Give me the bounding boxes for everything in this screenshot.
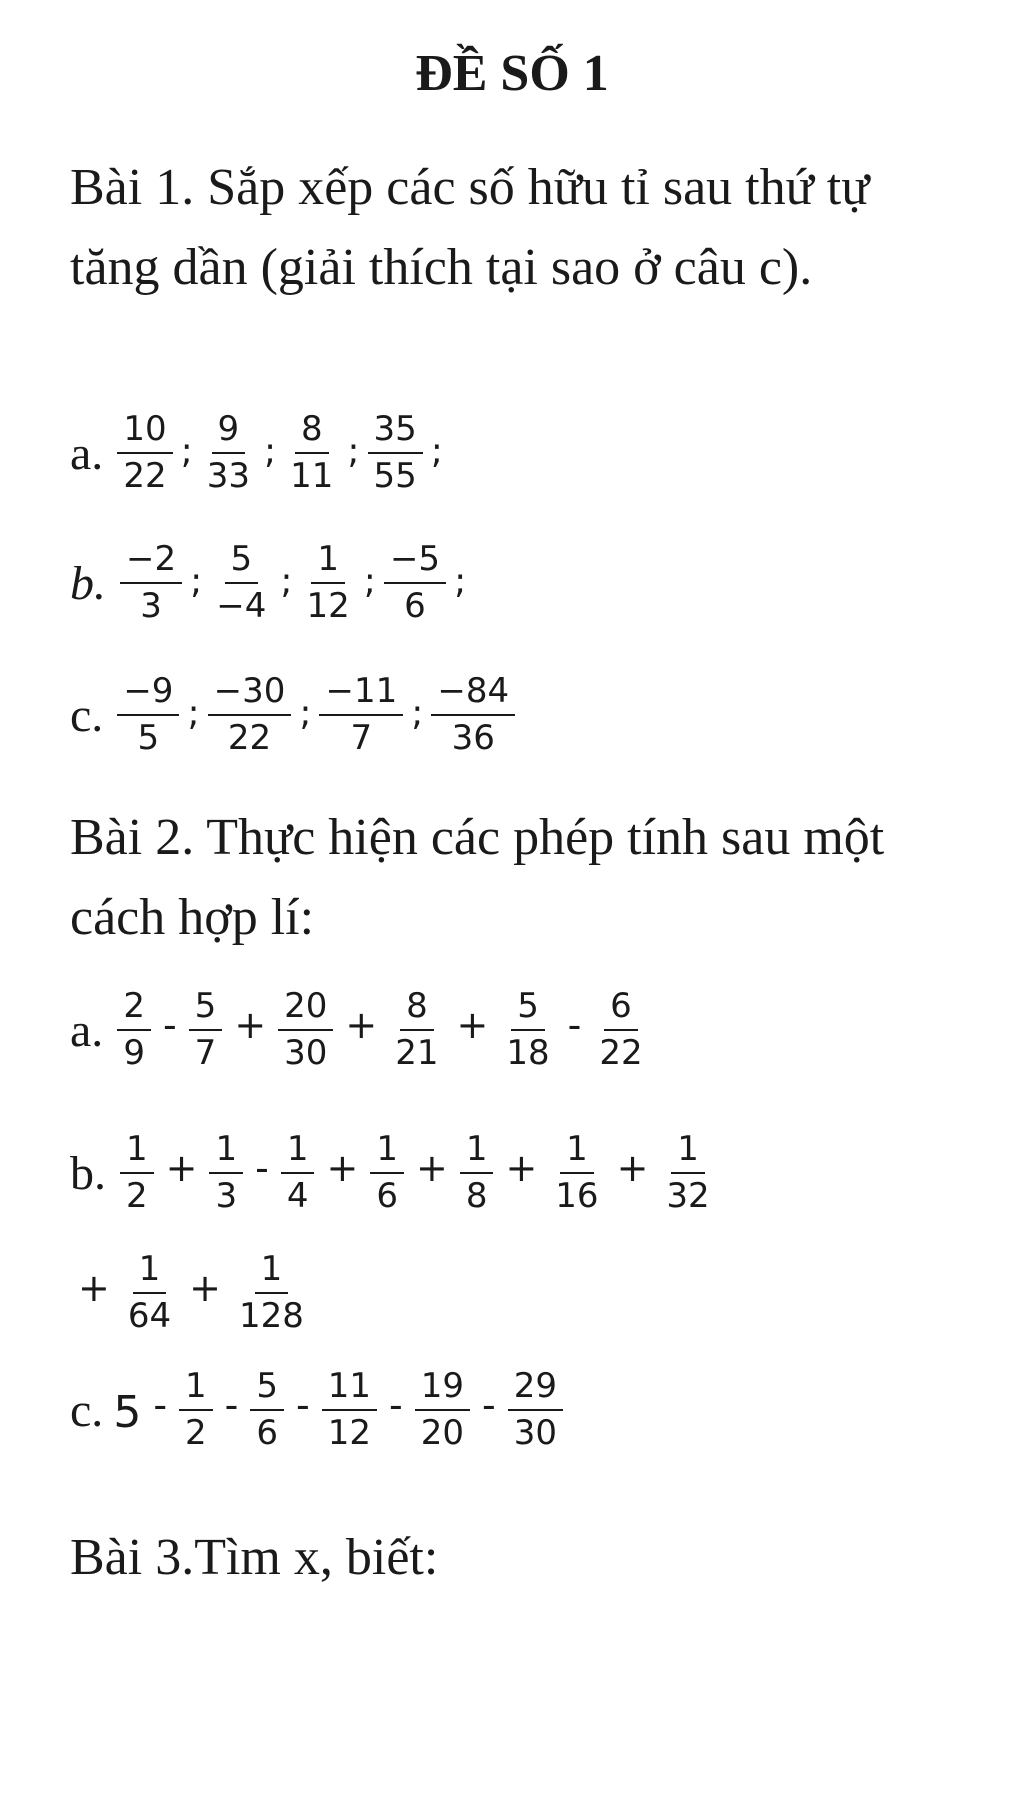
exercise-1b bbox=[70, 528, 470, 638]
item-label: b. bbox=[70, 556, 106, 610]
denominator: 9 bbox=[123, 1033, 145, 1073]
exercise-2c bbox=[70, 1355, 567, 1465]
fraction bbox=[415, 1365, 470, 1453]
operator: + bbox=[165, 1145, 198, 1190]
fraction bbox=[278, 985, 333, 1073]
fraction bbox=[301, 538, 356, 626]
operator: - bbox=[255, 1145, 269, 1190]
numerator: 1 bbox=[120, 1131, 154, 1174]
denominator: 7 bbox=[194, 1033, 217, 1073]
numerator: 1 bbox=[209, 1131, 243, 1174]
numerator: 1 bbox=[671, 1131, 705, 1174]
numerator: 19 bbox=[415, 1368, 470, 1411]
denominator: 33 bbox=[206, 456, 250, 496]
item-label: c. bbox=[70, 1383, 104, 1437]
numerator: −2 bbox=[120, 541, 182, 584]
fraction bbox=[389, 985, 444, 1073]
denominator: 6 bbox=[256, 1413, 279, 1453]
fraction-list bbox=[113, 408, 447, 496]
operator: + bbox=[456, 1002, 489, 1047]
separator: ; bbox=[299, 692, 312, 734]
denominator: 20 bbox=[420, 1413, 464, 1453]
denominator: 4 bbox=[286, 1176, 309, 1216]
denominator: 3 bbox=[140, 586, 162, 626]
denominator: 22 bbox=[123, 456, 167, 496]
fraction bbox=[322, 1365, 377, 1453]
item-label: b. bbox=[70, 1146, 106, 1200]
exercise-2b-line-1 bbox=[70, 1118, 720, 1228]
fraction-list bbox=[113, 670, 519, 758]
numerator: −84 bbox=[431, 673, 515, 716]
fraction bbox=[201, 408, 256, 496]
exercise-3-heading: Bài 3.Tìm x, biết: bbox=[70, 1529, 439, 1586]
fraction bbox=[549, 1128, 604, 1216]
separator: ; bbox=[411, 692, 424, 734]
fraction bbox=[460, 1128, 494, 1216]
separator: ; bbox=[454, 560, 467, 602]
fraction-list bbox=[116, 538, 470, 626]
numerator: 1 bbox=[255, 1251, 289, 1294]
fraction bbox=[233, 1248, 310, 1336]
fraction bbox=[189, 985, 223, 1073]
denominator: 5 bbox=[137, 718, 160, 758]
operator: - bbox=[296, 1382, 310, 1427]
exercise-2-heading: Bài 2. Thực hiện các phép tính sau một cách hợp lí: bbox=[70, 809, 885, 946]
numerator: 2 bbox=[117, 988, 151, 1031]
denominator: 16 bbox=[555, 1176, 599, 1216]
fraction bbox=[120, 1128, 154, 1216]
operator: - bbox=[389, 1382, 403, 1427]
numerator: 1 bbox=[370, 1131, 404, 1174]
operator: + bbox=[415, 1145, 448, 1190]
fraction bbox=[500, 985, 555, 1073]
separator: ; bbox=[263, 430, 277, 472]
fraction bbox=[431, 670, 515, 758]
item-label: a. bbox=[70, 426, 104, 480]
fraction bbox=[319, 670, 403, 758]
operator: - bbox=[482, 1382, 496, 1427]
fraction bbox=[117, 985, 151, 1073]
numerator: 1 bbox=[311, 541, 345, 584]
numerator: 5 bbox=[511, 988, 545, 1031]
operator: - bbox=[224, 1382, 239, 1427]
numerator: 20 bbox=[278, 988, 333, 1031]
separator: ; bbox=[180, 430, 193, 472]
denominator: 3 bbox=[215, 1176, 238, 1216]
separator: ; bbox=[347, 430, 360, 472]
fraction bbox=[122, 1248, 177, 1336]
numerator: 5 bbox=[189, 988, 223, 1031]
denominator: 30 bbox=[284, 1033, 328, 1073]
denominator: 21 bbox=[395, 1033, 439, 1073]
denominator: 12 bbox=[327, 1413, 372, 1453]
numerator: 1 bbox=[179, 1368, 213, 1411]
denominator: 22 bbox=[599, 1033, 643, 1073]
item-label: a. bbox=[70, 1003, 104, 1057]
fraction bbox=[281, 1128, 315, 1216]
denominator: 2 bbox=[126, 1176, 148, 1216]
fraction bbox=[508, 1365, 563, 1453]
denominator: 32 bbox=[666, 1176, 710, 1216]
numerator: −9 bbox=[117, 673, 179, 716]
separator: ; bbox=[187, 692, 200, 734]
numerator: 29 bbox=[508, 1368, 563, 1411]
fraction bbox=[593, 985, 648, 1073]
denominator: 12 bbox=[306, 586, 350, 626]
numerator: −5 bbox=[384, 541, 446, 584]
numerator: −30 bbox=[208, 673, 292, 716]
fraction bbox=[117, 408, 172, 496]
denominator: 22 bbox=[227, 718, 272, 758]
numerator: 1 bbox=[560, 1131, 594, 1174]
separator: ; bbox=[190, 560, 203, 602]
item-label: c. bbox=[70, 688, 104, 742]
fraction bbox=[660, 1128, 715, 1216]
expression bbox=[70, 1248, 314, 1336]
operator: + bbox=[189, 1265, 221, 1310]
fraction bbox=[210, 538, 272, 626]
operator: + bbox=[616, 1145, 649, 1190]
numerator: 35 bbox=[368, 411, 423, 454]
page-title: ĐỀ SỐ 1 bbox=[415, 45, 609, 102]
expression bbox=[113, 985, 652, 1073]
denominator: 7 bbox=[350, 718, 373, 758]
denominator: 2 bbox=[185, 1413, 207, 1453]
fraction bbox=[384, 538, 446, 626]
numerator: 9 bbox=[212, 411, 246, 454]
fraction bbox=[120, 538, 182, 626]
numerator: 6 bbox=[604, 988, 638, 1031]
denominator: 30 bbox=[513, 1413, 557, 1453]
fraction bbox=[368, 408, 423, 496]
denominator: 8 bbox=[465, 1176, 488, 1216]
operator: + bbox=[345, 1002, 378, 1047]
exercise-1c bbox=[70, 660, 519, 770]
fraction bbox=[208, 670, 292, 758]
operator: - bbox=[153, 1382, 168, 1427]
numerator: 11 bbox=[322, 1368, 377, 1411]
separator: ; bbox=[363, 560, 376, 602]
numerator: −11 bbox=[319, 673, 403, 716]
fraction bbox=[117, 670, 179, 758]
separator: ; bbox=[430, 430, 443, 472]
numerator: 1 bbox=[133, 1251, 167, 1294]
operator: + bbox=[78, 1265, 110, 1310]
numerator: 10 bbox=[117, 411, 172, 454]
exercise-1-heading: Bài 1. Sắp xếp các số hữu tỉ sau thứ tự tăng dần (giải thích tại sao ở câu c). bbox=[70, 159, 870, 296]
numerator: 5 bbox=[225, 541, 259, 584]
leading-number: 5 bbox=[113, 1386, 142, 1438]
fraction bbox=[250, 1365, 284, 1453]
denominator: 6 bbox=[376, 1176, 398, 1216]
exercise-1a bbox=[70, 398, 447, 508]
operator: - bbox=[567, 1002, 582, 1047]
denominator: 36 bbox=[451, 718, 495, 758]
fraction bbox=[370, 1128, 404, 1216]
exercise-2b-line-2 bbox=[70, 1238, 314, 1348]
numerator: 8 bbox=[400, 988, 434, 1031]
denominator: 6 bbox=[404, 586, 426, 626]
fraction bbox=[209, 1128, 243, 1216]
denominator: −4 bbox=[216, 586, 267, 626]
fraction bbox=[179, 1365, 213, 1453]
fraction bbox=[284, 408, 339, 496]
operator: + bbox=[326, 1145, 359, 1190]
separator: ; bbox=[280, 560, 293, 602]
denominator: 55 bbox=[373, 456, 417, 496]
denominator: 11 bbox=[290, 456, 334, 496]
numerator: 1 bbox=[281, 1131, 315, 1174]
operator: + bbox=[234, 1002, 267, 1047]
denominator: 64 bbox=[127, 1296, 172, 1336]
expression bbox=[116, 1128, 720, 1216]
numerator: 1 bbox=[460, 1131, 494, 1174]
denominator: 18 bbox=[506, 1033, 550, 1073]
expression bbox=[145, 1365, 567, 1453]
denominator: 128 bbox=[238, 1296, 304, 1336]
numerator: 5 bbox=[250, 1368, 284, 1411]
numerator: 8 bbox=[295, 411, 329, 454]
operator: + bbox=[505, 1145, 538, 1190]
operator: - bbox=[162, 1002, 177, 1047]
exercise-2a bbox=[70, 975, 653, 1085]
